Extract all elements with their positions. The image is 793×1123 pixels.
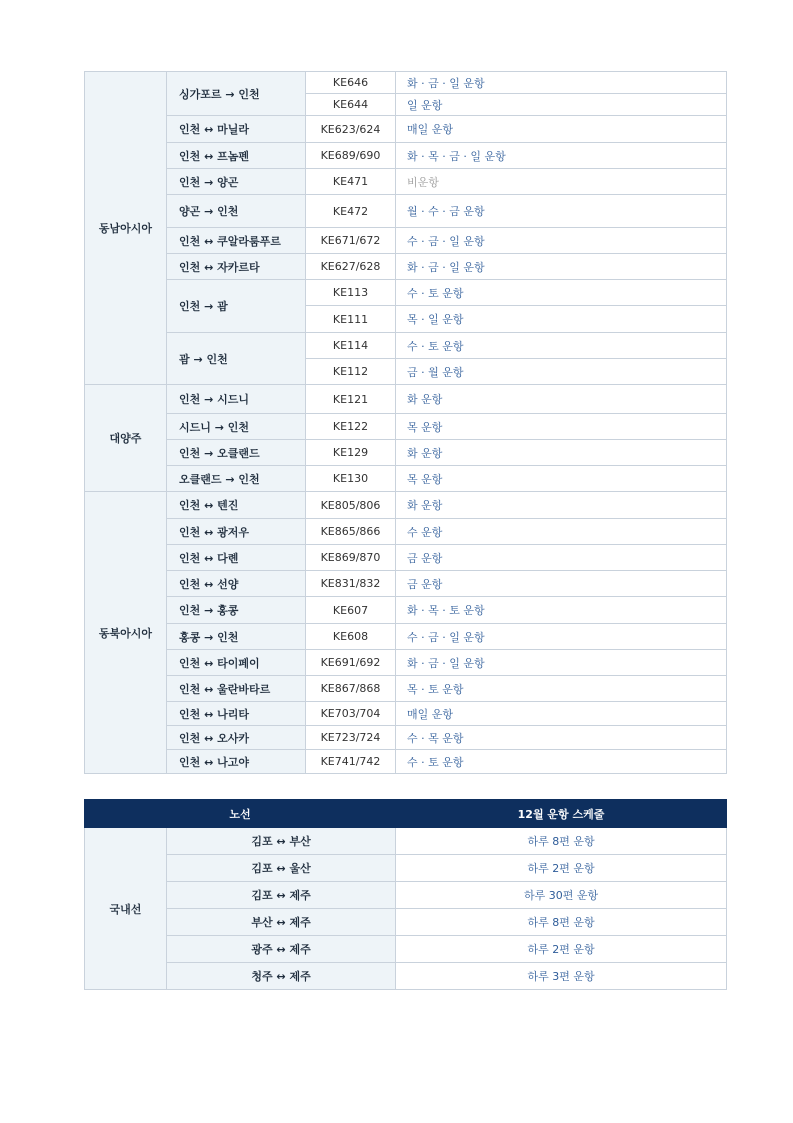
flight-number: KE703/704 <box>306 702 396 726</box>
flight-number: KE112 <box>306 359 396 385</box>
region-southeast-asia: 동남아시아 <box>85 72 167 385</box>
route-cell: 싱가포르 → 인천 <box>167 72 306 116</box>
route-header: 노선 <box>85 800 396 828</box>
schedule-header: 12월 운항 스케줄 <box>396 800 727 828</box>
flight-number: KE831/832 <box>306 571 396 597</box>
schedule-cell: 월 · 수 · 금 운항 <box>396 195 727 228</box>
route-cell: 인천 → 양곤 <box>167 169 306 195</box>
schedule-cell: 금 운항 <box>396 571 727 597</box>
route-cell: 인천 ↔ 나리타 <box>167 702 306 726</box>
route-cell: 인천 ↔ 타이페이 <box>167 650 306 676</box>
route-cell: 인천 → 오클랜드 <box>167 440 306 466</box>
schedule-cell: 목 · 토 운항 <box>396 676 727 702</box>
schedule-cell: 수 · 토 운항 <box>396 333 727 359</box>
flight-number: KE471 <box>306 169 396 195</box>
route-cell: 오클랜드 → 인천 <box>167 466 306 492</box>
route-cell: 양곤 → 인천 <box>167 195 306 228</box>
route-cell: 부산 ↔ 제주 <box>167 909 396 936</box>
schedule-cell: 수 · 금 · 일 운항 <box>396 624 727 650</box>
route-cell: 인천 ↔ 나고야 <box>167 750 306 774</box>
route-cell: 인천 ↔ 울란바타르 <box>167 676 306 702</box>
route-cell: 인천 ↔ 마닐라 <box>167 116 306 143</box>
route-cell: 인천 → 괌 <box>167 280 306 333</box>
route-cell: 인천 → 시드니 <box>167 385 306 414</box>
route-cell: 인천 ↔ 선양 <box>167 571 306 597</box>
schedule-cell: 하루 3편 운항 <box>396 963 727 990</box>
schedule-cell: 목 · 일 운항 <box>396 306 727 333</box>
schedule-cell: 목 운항 <box>396 466 727 492</box>
flight-number: KE130 <box>306 466 396 492</box>
flight-number: KE111 <box>306 306 396 333</box>
flight-number: KE644 <box>306 94 396 116</box>
flight-number: KE122 <box>306 414 396 440</box>
flight-number: KE865/866 <box>306 519 396 545</box>
schedule-cell: 매일 운항 <box>396 116 727 143</box>
schedule-cell: 수 · 목 운항 <box>396 726 727 750</box>
region-oceania: 대양주 <box>85 385 167 492</box>
flight-number: KE607 <box>306 597 396 624</box>
schedule-cell: 화 운항 <box>396 440 727 466</box>
route-cell: 인천 ↔ 광저우 <box>167 519 306 545</box>
flight-number: KE608 <box>306 624 396 650</box>
flight-number: KE867/868 <box>306 676 396 702</box>
route-cell: 광주 ↔ 제주 <box>167 936 396 963</box>
schedule-cell: 화 · 금 · 일 운항 <box>396 254 727 280</box>
flight-number: KE869/870 <box>306 545 396 571</box>
route-cell: 청주 ↔ 제주 <box>167 963 396 990</box>
flight-number: KE121 <box>306 385 396 414</box>
flight-number: KE129 <box>306 440 396 466</box>
flight-number: KE113 <box>306 280 396 306</box>
domestic-schedule-table <box>84 799 727 990</box>
region-domestic: 국내선 <box>85 828 167 990</box>
schedule-cell: 하루 2편 운항 <box>396 855 727 882</box>
schedule-cell: 하루 30편 운항 <box>396 882 727 909</box>
flight-number: KE691/692 <box>306 650 396 676</box>
schedule-cell: 화 운항 <box>396 492 727 519</box>
region-northeast-asia: 동북아시아 <box>85 492 167 774</box>
flight-number: KE623/624 <box>306 116 396 143</box>
route-cell: 인천 ↔ 프놈펜 <box>167 143 306 169</box>
schedule-cell: 화 · 목 · 토 운항 <box>396 597 727 624</box>
schedule-cell: 하루 8편 운항 <box>396 909 727 936</box>
schedule-cell: 목 운항 <box>396 414 727 440</box>
schedule-cell: 수 · 토 운항 <box>396 280 727 306</box>
schedule-cell: 수 운항 <box>396 519 727 545</box>
flight-number: KE689/690 <box>306 143 396 169</box>
schedule-cell: 매일 운항 <box>396 702 727 726</box>
route-cell: 김포 ↔ 울산 <box>167 855 396 882</box>
route-cell: 인천 ↔ 다롄 <box>167 545 306 571</box>
flight-number: KE114 <box>306 333 396 359</box>
flight-number: KE472 <box>306 195 396 228</box>
route-cell: 김포 ↔ 부산 <box>167 828 396 855</box>
route-cell: 괌 → 인천 <box>167 333 306 385</box>
flight-number: KE627/628 <box>306 254 396 280</box>
route-cell: 홍콩 → 인천 <box>167 624 306 650</box>
route-cell: 김포 ↔ 제주 <box>167 882 396 909</box>
international-schedule-table <box>84 71 727 774</box>
schedule-cell: 화 · 목 · 금 · 일 운항 <box>396 143 727 169</box>
schedule-cell: 금 · 월 운항 <box>396 359 727 385</box>
schedule-cell: 하루 2편 운항 <box>396 936 727 963</box>
route-cell: 시드니 → 인천 <box>167 414 306 440</box>
route-cell: 인천 → 홍콩 <box>167 597 306 624</box>
route-cell: 인천 ↔ 쿠알라룸푸르 <box>167 228 306 254</box>
schedule-cell: 화 · 금 · 일 운항 <box>396 650 727 676</box>
flight-number: KE741/742 <box>306 750 396 774</box>
flight-number: KE805/806 <box>306 492 396 519</box>
schedule-cell: 금 운항 <box>396 545 727 571</box>
schedule-cell: 수 · 토 운항 <box>396 750 727 774</box>
schedule-cell: 화 · 금 · 일 운항 <box>396 72 727 94</box>
schedule-cell: 비운항 <box>396 169 727 195</box>
schedule-cell: 하루 8편 운항 <box>396 828 727 855</box>
route-cell: 인천 ↔ 자카르타 <box>167 254 306 280</box>
flight-number: KE723/724 <box>306 726 396 750</box>
schedule-cell: 화 운항 <box>396 385 727 414</box>
route-cell: 인천 ↔ 텐진 <box>167 492 306 519</box>
flight-number: KE646 <box>306 72 396 94</box>
schedule-cell: 일 운항 <box>396 94 727 116</box>
route-cell: 인천 ↔ 오사카 <box>167 726 306 750</box>
flight-number: KE671/672 <box>306 228 396 254</box>
schedule-cell: 수 · 금 · 일 운항 <box>396 228 727 254</box>
